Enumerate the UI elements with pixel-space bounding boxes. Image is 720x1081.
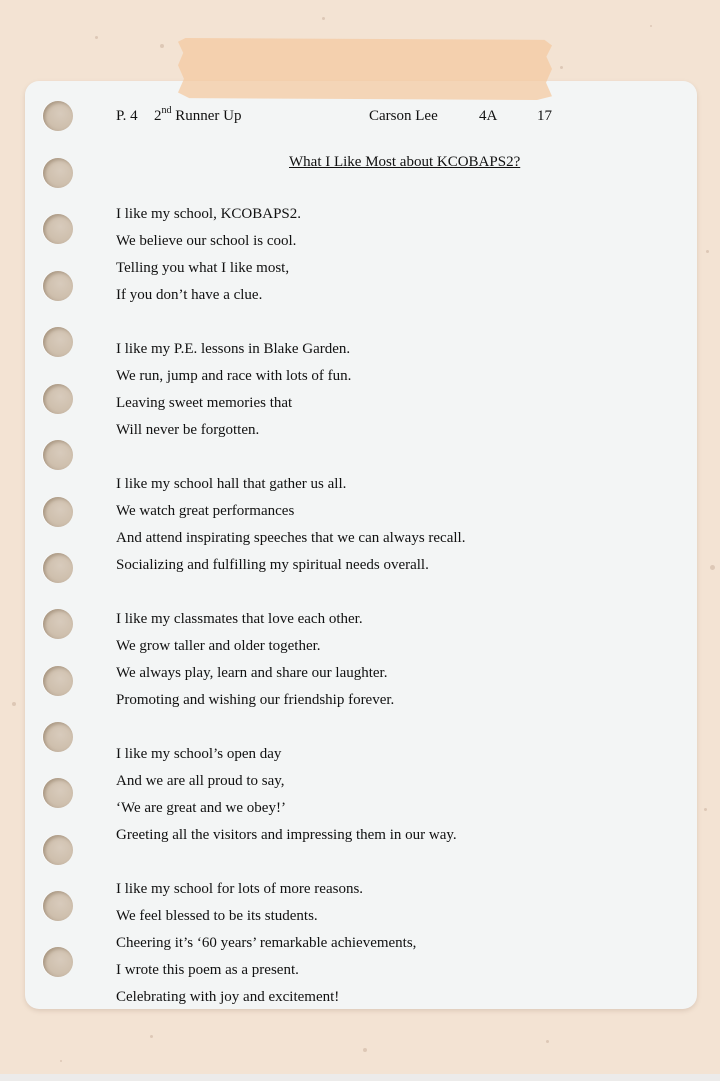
poem-line: Leaving sweet memories that: [116, 395, 293, 411]
header-grade: P. 4: [116, 108, 138, 124]
speckle: [560, 66, 563, 69]
binder-hole: [43, 553, 73, 583]
binder-hole: [43, 835, 73, 865]
binder-hole: [43, 609, 73, 639]
binder-hole: [43, 497, 73, 527]
speckle: [650, 25, 652, 27]
header-number: 17: [537, 108, 552, 124]
poem-line: Celebrating with joy and excitement!: [116, 989, 340, 1005]
binder-hole: [43, 384, 73, 414]
binder-hole: [43, 440, 73, 470]
poem-line: I like my P.E. lessons in Blake Garden.: [116, 341, 351, 357]
poem-line: I like my school, KCOBAPS2.: [116, 206, 302, 222]
binder-hole: [43, 891, 73, 921]
speckle: [12, 702, 16, 706]
award-label: Runner Up: [175, 108, 242, 124]
poem-line: And we are all proud to say,: [116, 773, 285, 789]
poem-line: Socializing and fulfilling my spiritual needs overall.: [116, 557, 429, 573]
award-ordinal-suffix: nd: [161, 105, 172, 116]
binder-hole: [43, 947, 73, 977]
speckle: [363, 1048, 367, 1052]
poem-line: We run, jump and race with lots of fun.: [116, 368, 352, 384]
poem-line: I wrote this poem as a present.: [116, 962, 299, 978]
poem-line: Will never be forgotten.: [116, 422, 260, 438]
binder-hole: [43, 158, 73, 188]
speckle: [710, 565, 715, 570]
poem-line: I like my classmates that love each other.: [116, 611, 363, 627]
speckle: [60, 1060, 62, 1062]
binder-hole: [43, 666, 73, 696]
binder-hole: [43, 101, 73, 131]
poem-line: I like my school’s open day: [116, 746, 282, 762]
poem-line: I like my school for lots of more reasons.: [116, 881, 364, 897]
poem-line: I like my school hall that gather us all.: [116, 476, 347, 492]
poem-line: And attend inspirating speeches that we can always recall.: [116, 530, 466, 546]
poem-line: If you don’t have a clue.: [116, 287, 263, 303]
binder-hole: [43, 778, 73, 808]
speckle: [706, 250, 709, 253]
poem-line: We grow taller and older together.: [116, 638, 321, 654]
bottom-strip: [0, 1074, 720, 1081]
poem-line: Telling you what I like most,: [116, 260, 290, 276]
award-ordinal: 2: [154, 108, 162, 124]
header-class: 4A: [479, 108, 498, 124]
poem-stanza: [116, 609, 676, 717]
poem-stanza: [116, 744, 676, 852]
binder-hole: [43, 214, 73, 244]
poem-line: We always play, learn and share our laughter.: [116, 665, 388, 681]
poem-body: [116, 204, 676, 1041]
binder-hole: [43, 327, 73, 357]
masking-tape: [178, 38, 552, 100]
speckle: [704, 808, 707, 811]
poem-line: We believe our school is cool.: [116, 233, 297, 249]
poem-line: ‘We are great and we obey!’: [116, 800, 286, 816]
poem-line: We watch great performances: [116, 503, 295, 519]
poem-stanza: [116, 339, 676, 447]
binder-hole: [43, 722, 73, 752]
binder-hole: [43, 271, 73, 301]
poem-line: Promoting and wishing our friendship forever.: [116, 692, 395, 708]
poem-stanza: [116, 474, 676, 582]
speckle: [95, 36, 98, 39]
poem-line: Cheering it’s ‘60 years’ remarkable achievements,: [116, 935, 417, 951]
header-award: [154, 107, 242, 127]
poem-stanza: [116, 204, 676, 312]
poem-title: What I Like Most about KCOBAPS2?: [289, 154, 521, 170]
poem-line: Greeting all the visitors and impressing them in our way.: [116, 827, 457, 843]
speckle: [322, 17, 325, 20]
speckle: [160, 44, 164, 48]
header-author: Carson Lee: [369, 108, 438, 124]
poem-stanza: [116, 879, 676, 1014]
poem-line: We feel blessed to be its students.: [116, 908, 318, 924]
